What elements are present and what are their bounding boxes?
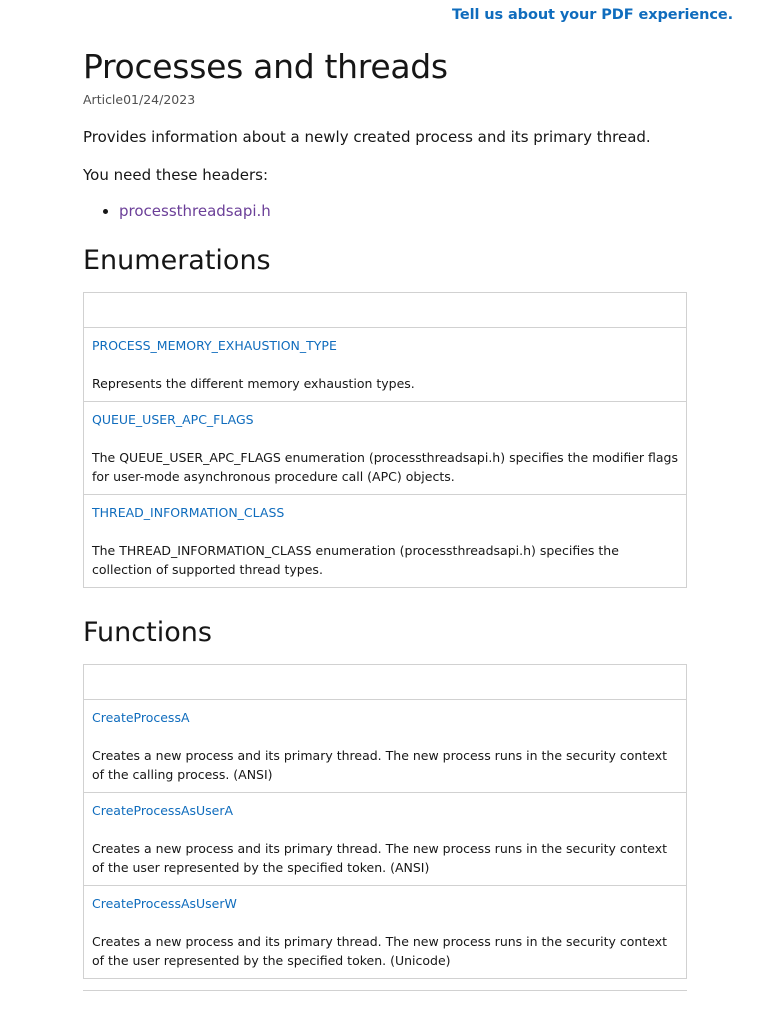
table-header-cell bbox=[84, 293, 687, 328]
enum-description: Represents the different memory exhaustion types. bbox=[92, 376, 415, 391]
table-row bbox=[84, 700, 687, 793]
table-cell bbox=[84, 495, 687, 588]
table-header-cell bbox=[84, 665, 687, 700]
table-cell bbox=[84, 886, 687, 979]
table-row bbox=[84, 886, 687, 979]
table-row bbox=[84, 328, 687, 402]
table-cell bbox=[84, 402, 687, 495]
table-cell bbox=[84, 700, 687, 793]
enum-link-queue-user-apc-flags[interactable]: QUEUE_USER_APC_FLAGS bbox=[92, 412, 254, 427]
function-description: Creates a new process and its primary thread. The new process runs in the security context of the user represented by the specified token. (ANSI) bbox=[92, 841, 667, 875]
table-header-row bbox=[84, 293, 687, 328]
enum-description: The QUEUE_USER_APC_FLAGS enumeration (processthreadsapi.h) specifies the modifier flags for user-mode asynchronous procedure call (APC) objects. bbox=[92, 450, 678, 484]
page-title: Processes and threads bbox=[83, 47, 448, 86]
enumerations-table bbox=[83, 292, 687, 588]
function-link-createprocessa[interactable]: CreateProcessA bbox=[92, 710, 190, 725]
article-content bbox=[83, 46, 687, 979]
functions-heading: Functions bbox=[83, 617, 212, 648]
headers-note: You need these headers: bbox=[83, 166, 269, 184]
table-cell bbox=[84, 793, 687, 886]
article-meta: Article01/24/2023 bbox=[83, 92, 196, 107]
intro-text: Provides information about a newly created process and its primary thread. bbox=[83, 128, 651, 146]
function-description: Creates a new process and its primary thread. The new process runs in the security context of the user represented by the specified token. (Unicode) bbox=[92, 934, 667, 968]
table-row bbox=[84, 495, 687, 588]
headers-list bbox=[83, 200, 687, 222]
function-description: Creates a new process and its primary thread. The new process runs in the security context of the calling process. (ANSI) bbox=[92, 748, 667, 782]
pdf-feedback-link[interactable]: Tell us about your PDF experience. bbox=[452, 7, 733, 23]
enum-description: The THREAD_INFORMATION_CLASS enumeration (processthreadsapi.h) specifies the collection of supported thread types. bbox=[92, 543, 619, 577]
enum-link-thread-information-class[interactable]: THREAD_INFORMATION_CLASS bbox=[92, 505, 285, 520]
enum-link-process-memory-exhaustion-type[interactable]: PROCESS_MEMORY_EXHAUSTION_TYPE bbox=[92, 338, 337, 353]
page-divider bbox=[83, 990, 687, 991]
enumerations-heading: Enumerations bbox=[83, 245, 271, 276]
table-cell bbox=[84, 328, 687, 402]
header-link-processthreadsapi[interactable]: processthreadsapi.h bbox=[119, 202, 271, 220]
table-header-row bbox=[84, 665, 687, 700]
functions-table bbox=[83, 664, 687, 979]
table-row bbox=[84, 793, 687, 886]
function-link-createprocessasuserw[interactable]: CreateProcessAsUserW bbox=[92, 896, 237, 911]
list-item bbox=[119, 200, 687, 222]
function-link-createprocessasusera[interactable]: CreateProcessAsUserA bbox=[92, 803, 234, 818]
table-row bbox=[84, 402, 687, 495]
